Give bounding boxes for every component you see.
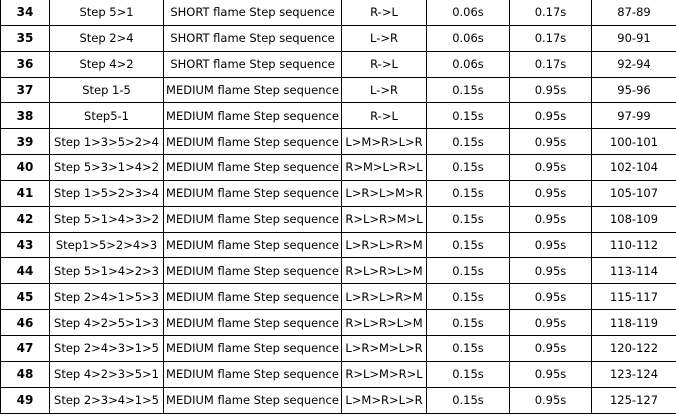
direction-cell: R->L: [342, 51, 427, 77]
duration-1-cell: 0.06s: [427, 25, 510, 51]
step-cell: Step 5>1: [50, 0, 164, 25]
flame-sequence-cell: MEDIUM flame Step sequence: [164, 284, 342, 310]
table-row: [1, 361, 676, 387]
direction-cell: R->L: [342, 0, 427, 25]
table-row: [1, 25, 676, 51]
direction-cell: R>L>M>R>L: [342, 361, 427, 387]
step-cell: Step 4>2>3>5>1: [50, 361, 164, 387]
table-row: [1, 310, 676, 336]
row-number-cell: 41: [1, 180, 50, 206]
range-cell: 125-127: [592, 387, 676, 413]
table-row: [1, 103, 676, 129]
range-cell: 123-124: [592, 361, 676, 387]
duration-2-cell: 0.95s: [510, 310, 592, 336]
row-number-cell: 49: [1, 387, 50, 413]
flame-sequence-cell: MEDIUM flame Step sequence: [164, 387, 342, 413]
range-cell: 100-101: [592, 129, 676, 155]
duration-2-cell: 0.95s: [510, 155, 592, 181]
range-cell: 105-107: [592, 180, 676, 206]
step-cell: Step 1>5>2>3>4: [50, 180, 164, 206]
step-cell: Step 2>4>1>5>3: [50, 284, 164, 310]
direction-cell: L>M>R>L>R: [342, 129, 427, 155]
direction-cell: R>L>R>L>M: [342, 258, 427, 284]
flame-sequence-cell: MEDIUM flame Step sequence: [164, 103, 342, 129]
table-row: [1, 77, 676, 103]
duration-2-cell: 0.95s: [510, 258, 592, 284]
range-cell: 120-122: [592, 335, 676, 361]
range-cell: 97-99: [592, 103, 676, 129]
step-cell: Step 5>3>1>4>2: [50, 155, 164, 181]
row-number-cell: 48: [1, 361, 50, 387]
duration-1-cell: 0.15s: [427, 335, 510, 361]
table-row: [1, 129, 676, 155]
table-row: [1, 284, 676, 310]
table-row: [1, 387, 676, 413]
row-number-cell: 36: [1, 51, 50, 77]
direction-cell: L>R>L>R>M: [342, 232, 427, 258]
flame-sequence-cell: MEDIUM flame Step sequence: [164, 129, 342, 155]
direction-cell: L->R: [342, 25, 427, 51]
duration-2-cell: 0.95s: [510, 103, 592, 129]
table-row: [1, 335, 676, 361]
direction-cell: R>M>L>R>L: [342, 155, 427, 181]
direction-cell: L>R>M>L>R: [342, 335, 427, 361]
duration-2-cell: 0.17s: [510, 51, 592, 77]
row-number-cell: 42: [1, 206, 50, 232]
step-cell: Step 4>2>5>1>3: [50, 310, 164, 336]
duration-2-cell: 0.95s: [510, 206, 592, 232]
duration-1-cell: 0.15s: [427, 258, 510, 284]
row-number-cell: 45: [1, 284, 50, 310]
flame-sequence-cell: SHORT flame Step sequence: [164, 51, 342, 77]
flame-sequence-cell: MEDIUM flame Step sequence: [164, 361, 342, 387]
range-cell: 90-91: [592, 25, 676, 51]
duration-1-cell: 0.15s: [427, 77, 510, 103]
range-cell: 95-96: [592, 77, 676, 103]
duration-2-cell: 0.95s: [510, 335, 592, 361]
table-body: [1, 0, 676, 413]
range-cell: 102-104: [592, 155, 676, 181]
row-number-cell: 44: [1, 258, 50, 284]
step-cell: Step 2>3>4>1>5: [50, 387, 164, 413]
range-cell: 118-119: [592, 310, 676, 336]
flame-sequence-cell: MEDIUM flame Step sequence: [164, 180, 342, 206]
flame-sequence-cell: MEDIUM flame Step sequence: [164, 335, 342, 361]
table-row: [1, 180, 676, 206]
duration-1-cell: 0.15s: [427, 232, 510, 258]
duration-1-cell: 0.15s: [427, 206, 510, 232]
row-number-cell: 39: [1, 129, 50, 155]
table-row: [1, 258, 676, 284]
duration-1-cell: 0.15s: [427, 180, 510, 206]
step-cell: Step5-1: [50, 103, 164, 129]
step-cell: Step 1>3>5>2>4: [50, 129, 164, 155]
row-number-cell: 34: [1, 0, 50, 25]
duration-1-cell: 0.06s: [427, 0, 510, 25]
duration-1-cell: 0.15s: [427, 103, 510, 129]
step-cell: Step1>5>2>4>3: [50, 232, 164, 258]
range-cell: 92-94: [592, 51, 676, 77]
duration-1-cell: 0.15s: [427, 387, 510, 413]
row-number-cell: 47: [1, 335, 50, 361]
step-cell: Step 2>4>3>1>5: [50, 335, 164, 361]
direction-cell: L>R>L>R>M: [342, 284, 427, 310]
step-cell: Step 2>4: [50, 25, 164, 51]
range-cell: 87-89: [592, 0, 676, 25]
row-number-cell: 46: [1, 310, 50, 336]
direction-cell: R->L: [342, 103, 427, 129]
duration-2-cell: 0.95s: [510, 361, 592, 387]
duration-2-cell: 0.95s: [510, 77, 592, 103]
table-row: [1, 0, 676, 25]
duration-1-cell: 0.15s: [427, 155, 510, 181]
duration-2-cell: 0.17s: [510, 25, 592, 51]
direction-cell: L>M>R>L>R: [342, 387, 427, 413]
direction-cell: L->R: [342, 77, 427, 103]
row-number-cell: 40: [1, 155, 50, 181]
row-number-cell: 35: [1, 25, 50, 51]
duration-2-cell: 0.95s: [510, 284, 592, 310]
range-cell: 108-109: [592, 206, 676, 232]
flame-sequence-cell: SHORT flame Step sequence: [164, 25, 342, 51]
table-row: [1, 232, 676, 258]
duration-2-cell: 0.95s: [510, 180, 592, 206]
flame-sequence-cell: MEDIUM flame Step sequence: [164, 232, 342, 258]
duration-1-cell: 0.06s: [427, 51, 510, 77]
duration-1-cell: 0.15s: [427, 361, 510, 387]
step-cell: Step 1-5: [50, 77, 164, 103]
range-cell: 113-114: [592, 258, 676, 284]
flame-sequence-cell: MEDIUM flame Step sequence: [164, 310, 342, 336]
row-number-cell: 38: [1, 103, 50, 129]
duration-2-cell: 0.95s: [510, 129, 592, 155]
flame-sequence-cell: MEDIUM flame Step sequence: [164, 155, 342, 181]
duration-2-cell: 0.95s: [510, 387, 592, 413]
range-cell: 115-117: [592, 284, 676, 310]
flame-sequence-cell: MEDIUM flame Step sequence: [164, 206, 342, 232]
table-row: [1, 155, 676, 181]
step-cell: Step 5>1>4>3>2: [50, 206, 164, 232]
table-row: [1, 51, 676, 77]
step-cell: Step 5>1>4>2>3: [50, 258, 164, 284]
duration-2-cell: 0.17s: [510, 0, 592, 25]
direction-cell: R>L>R>L>M: [342, 310, 427, 336]
duration-1-cell: 0.15s: [427, 284, 510, 310]
duration-2-cell: 0.95s: [510, 232, 592, 258]
table-row: [1, 206, 676, 232]
flame-sequence-cell: MEDIUM flame Step sequence: [164, 77, 342, 103]
range-cell: 110-112: [592, 232, 676, 258]
duration-1-cell: 0.15s: [427, 310, 510, 336]
flame-sequence-cell: MEDIUM flame Step sequence: [164, 258, 342, 284]
row-number-cell: 43: [1, 232, 50, 258]
duration-1-cell: 0.15s: [427, 129, 510, 155]
direction-cell: L>R>L>M>R: [342, 180, 427, 206]
direction-cell: R>L>R>M>L: [342, 206, 427, 232]
row-number-cell: 37: [1, 77, 50, 103]
flame-sequence-cell: SHORT flame Step sequence: [164, 0, 342, 25]
step-cell: Step 4>2: [50, 51, 164, 77]
